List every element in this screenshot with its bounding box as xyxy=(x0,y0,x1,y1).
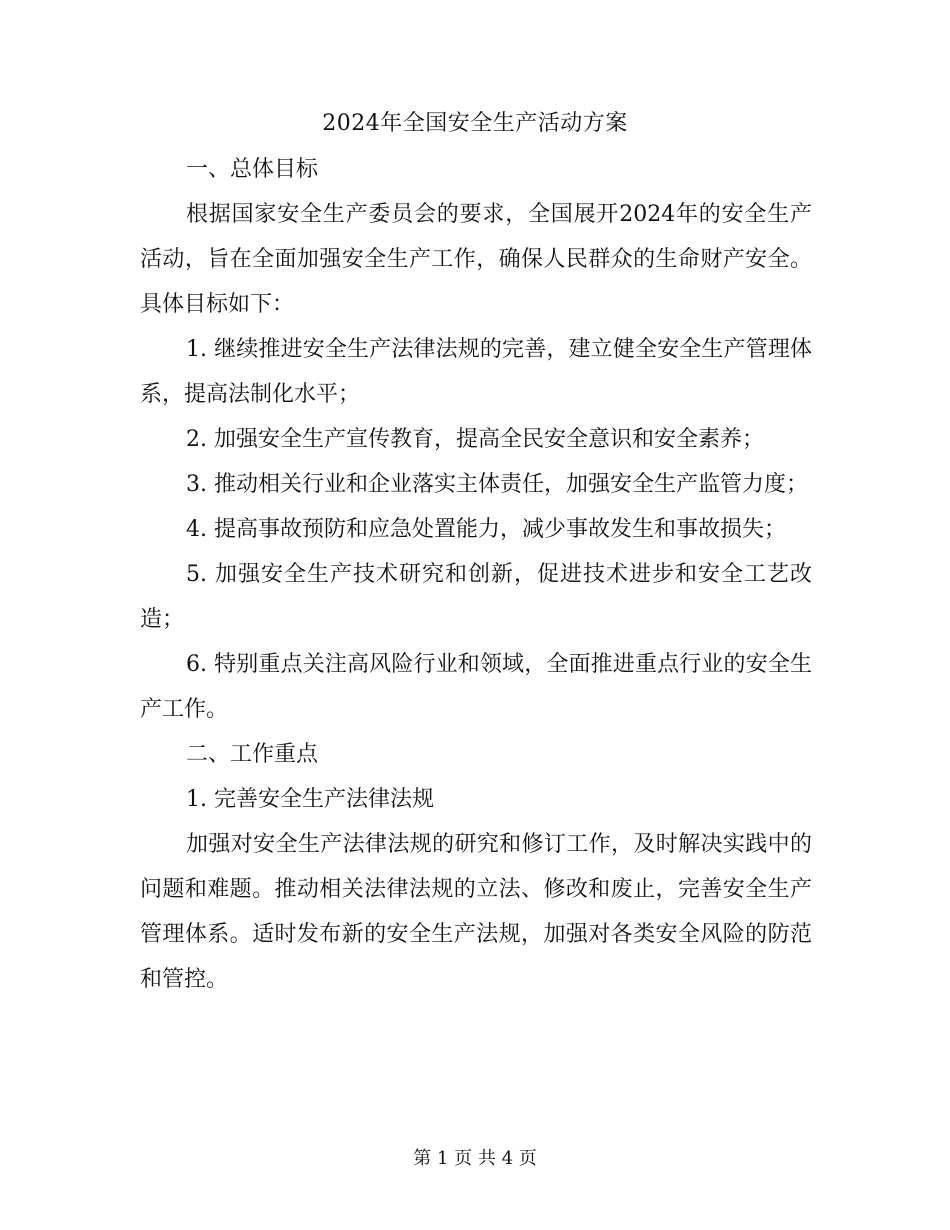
list-item: 3. 推动相关行业和企业落实主体责任，加强安全生产监管力度； xyxy=(186,472,808,497)
list-item: 6. 特别重点关注高风险行业和领域，全面推进重点行业的安全生产工作。 xyxy=(140,652,812,722)
list-item: 5. 加强安全生产技术研究和创新，促进技术进步和安全工艺改造； xyxy=(140,562,812,632)
list-item: 1. 继续推进安全生产法律法规的完善，建立健全安全生产管理体系，提高法制化水平； xyxy=(140,337,812,407)
body-paragraph: 加强对安全生产法律法规的研究和修订工作，及时解决实践中的问题和难题。推动相关法律法规的立法、修改和废止，完善安全生产管理体系。适时发布新的安全生产法规，加强对各类安全风险的防范和管控。 xyxy=(140,832,812,992)
section-heading: 一、总体目标 xyxy=(186,157,319,182)
body-paragraph: 根据国家安全生产委员会的要求，全国展开2024年的安全生产活动，旨在全面加强安全生产工作，确保人民群众的生命财产安全。具体目标如下： xyxy=(140,202,812,317)
list-item: 2. 加强安全生产宣传教育，提高全民安全意识和安全素养； xyxy=(186,427,764,452)
document-title: 2024年全国安全生产活动方案 xyxy=(322,111,628,136)
subsection-heading: 1. 完善安全生产法律法规 xyxy=(186,787,434,812)
page-footer: 第 1 页 共 4 页 xyxy=(413,1148,537,1169)
list-item: 4. 提高事故预防和应急处置能力，减少事故发生和事故损失； xyxy=(186,517,786,542)
document-body xyxy=(140,147,812,1002)
section-heading: 二、工作重点 xyxy=(186,742,319,767)
